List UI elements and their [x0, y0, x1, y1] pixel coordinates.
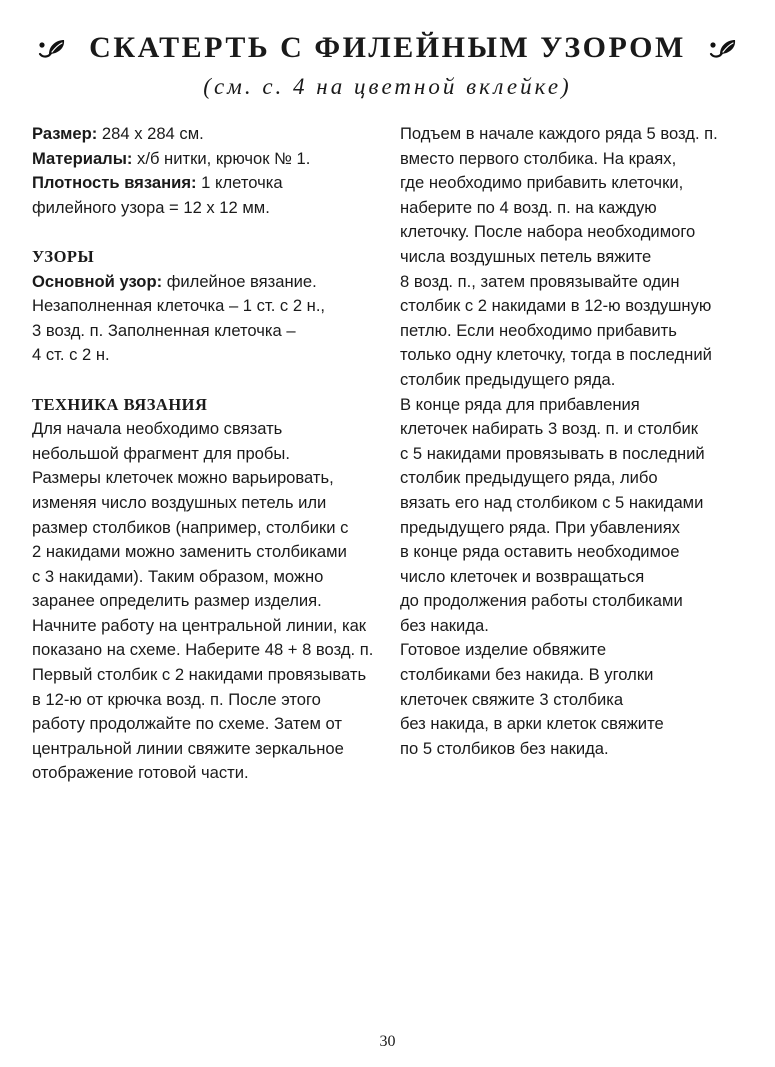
text-line: только одну клеточку, тогда в последний — [400, 345, 712, 365]
text-line: столбик с 2 накидами в 12-ю воздушную — [400, 296, 712, 316]
pattern-main — [32, 270, 392, 295]
text-line: по 5 столбиков без накида. — [400, 738, 609, 758]
text-line: предыдущего ряда. При убавлениях — [400, 517, 680, 537]
right-column — [400, 122, 765, 761]
text-line: Размеры клеточек можно варьировать, — [32, 468, 334, 488]
page-title: СКАТЕРТЬ С ФИЛЕЙНЫМ УЗОРОМ — [89, 31, 686, 64]
section-heading-technique: ТЕХНИКА ВЯЗАНИЯ — [32, 394, 208, 414]
text-line: центральной линии свяжите зеркальное — [32, 738, 344, 758]
text-line: в 12-ю от крючка возд. п. После этого — [32, 689, 321, 709]
spec-density — [32, 171, 392, 196]
page-number: 30 — [379, 1033, 396, 1050]
text-line: с 3 накидами). Таким образом, можно — [32, 566, 324, 586]
text-line: небольшой фрагмент для пробы. — [32, 443, 290, 463]
text-line: 4 ст. с 2 н. — [32, 345, 110, 365]
spec-density-label: Плотность вязания: — [32, 173, 197, 193]
text-line: Незаполненная клеточка – 1 ст. с 2 н., — [32, 296, 326, 316]
spec-materials-value: х/б нитки, крючок № 1. — [132, 148, 311, 168]
pattern-main-value: филейное вязание. — [162, 271, 317, 291]
leaf-swirl-icon — [37, 35, 67, 61]
spec-materials — [32, 147, 392, 172]
spec-materials-label: Материалы: — [32, 148, 133, 168]
text-line: размер столбиков (например, столбики с — [32, 517, 349, 537]
spec-size-label: Размер: — [32, 124, 98, 143]
text-line: без накида, в арки клеток свяжите — [400, 714, 664, 734]
text-line: клеточек набирать 3 возд. п. и столбик — [400, 419, 698, 439]
text-line: петлю. Если необходимо прибавить — [400, 320, 677, 340]
text-line: вместо первого столбика. На краях, — [400, 148, 677, 168]
text-line: Готовое изделие обвяжите — [400, 640, 607, 660]
leaf-swirl-icon — [708, 35, 738, 61]
text-line: заранее определить размер изделия. — [32, 591, 322, 611]
text-line: с 5 накидами провязывать в последний — [400, 443, 705, 463]
pattern-main-label: Основной узор: — [32, 271, 163, 291]
left-column — [32, 122, 392, 786]
text-line: показано на схеме. Наберите 48 + 8 возд. п. — [32, 640, 374, 660]
spec-size — [32, 122, 392, 147]
text-line: до продолжения работы столбиками — [400, 591, 683, 611]
text-line: столбик предыдущего ряда, либо — [400, 468, 658, 488]
text-line: в конце ряда оставить необходимое — [400, 542, 680, 562]
text-line: где необходимо прибавить клеточки, — [400, 173, 684, 193]
text-line: отображение готовой части. — [32, 763, 249, 783]
text-line: работу продолжайте по схеме. Затем от — [32, 714, 343, 734]
text-line: изменяя число воздушных петель или — [32, 492, 327, 512]
section-heading-patterns: УЗОРЫ — [32, 246, 95, 266]
page-subtitle: (см. с. 4 на цветной вклейке) — [203, 74, 572, 99]
spec-density-value: 1 клеточка — [196, 173, 283, 193]
spec-size-value: 284 х 284 см. — [97, 124, 204, 143]
text-line: вязать его над столбиком с 5 накидами — [400, 492, 704, 512]
text-line: наберите по 4 возд. п. на каждую — [400, 197, 657, 217]
text-line: столбиками без накида. В уголки — [400, 665, 654, 685]
text-line: Для начала необходимо связать — [32, 419, 283, 439]
text-line: клеточку. После набора необходимого — [400, 222, 696, 242]
title-row — [0, 28, 775, 68]
text-line: В конце ряда для прибавления — [400, 394, 640, 414]
text-line: 8 возд. п., затем провязывайте один — [400, 271, 680, 291]
text-line: 3 возд. п. Заполненная клеточка – — [32, 320, 296, 340]
text-line: число клеточек и возвращаться — [400, 566, 645, 586]
text-line: Первый столбик с 2 накидами провязывать — [32, 665, 367, 685]
spec-density-continued: филейного узора = 12 х 12 мм. — [32, 197, 270, 217]
text-line: числа воздушных петель вяжите — [400, 246, 652, 266]
text-line: Начните работу на центральной линии, как — [32, 615, 367, 635]
text-line: без накида. — [400, 615, 489, 635]
text-line: клеточек свяжите 3 столбика — [400, 689, 624, 709]
text-line: столбик предыдущего ряда. — [400, 369, 616, 389]
text-line: Подъем в начале каждого ряда 5 возд. п. — [400, 124, 718, 143]
text-line: 2 накидами можно заменить столбиками — [32, 542, 347, 562]
